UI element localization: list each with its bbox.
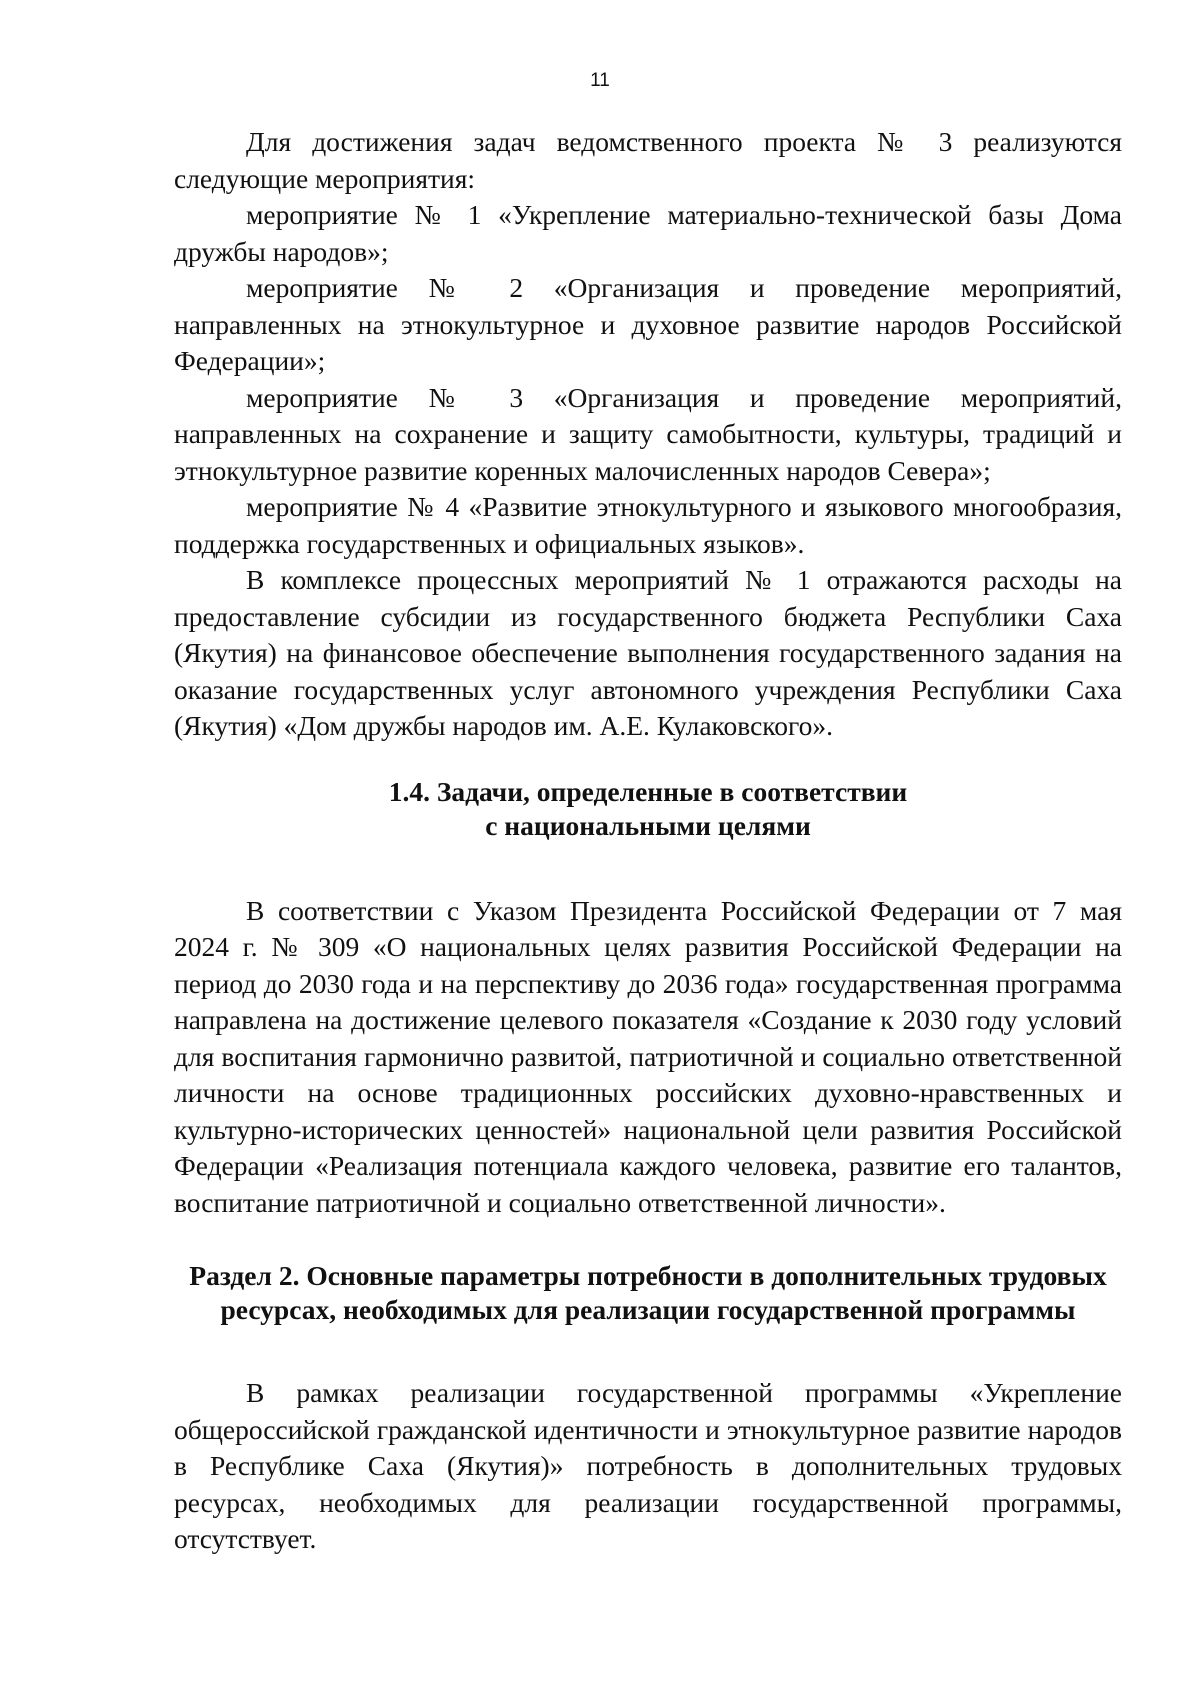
paragraph-activity-1: мероприятие № 1 «Укрепление материально-технической базы Дома дружбы народов»; (174, 199, 1122, 267)
heading-section-1-4-line-1: 1.4. Задачи, определенные в соответствии (388, 775, 908, 807)
heading-section-2-line-2: ресурсах, необходимых для реализации государственной программы (220, 1294, 1076, 1325)
paragraph-process-activities: В комплексе процессных мероприятий № 1 отражаются расходы на предоставление субсидии из государственного бюджета Республики Саха (Якутия) на финансовое обеспечение выполнения государственного задания на оказание государственных услуг автономного учреждения Республики Саха (Якутия) «Дом дружбы народов им. А.Е. Кулаковского». (174, 564, 1122, 741)
paragraph-activity-3: мероприятие № 3 «Организация и проведение мероприятий, направленных на сохранение и защиту самобытности, культуры, традиций и этнокультурное развитие коренных малочисленных народов Севера»; (174, 381, 1122, 486)
page-number: 11 (590, 70, 610, 91)
paragraph-national-goals: В соответствии с Указом Президента Российской Федерации от 7 мая 2024 г. № 309 «О национальных целях развития Российской Федерации на период до 2030 года и на перспективу до 2036 года» государственная программа направлена на достижение целевого показателя «Создание к 2030 году условий для воспитания гармонично развитой, патриотичной и социально ответственной личности на основе традиционных российских духовно-нравственных и культурно-исторических ценностей» национальной цели развития Российской Федерации «Реализация потенциала каждого человека, развитие его талантов, воспитание патриотичной и социально ответственной личности». (174, 894, 1122, 1218)
paragraph-labor-resources: В рамках реализации государственной программы «Укрепление общероссийской гражданской идентичности и этнокультурное развитие народов в Республике Саха (Якутия)» потребность в дополнительных трудовых ресурсах, необходимых для реализации государственной программы, отсутствует. (174, 1377, 1122, 1554)
heading-section-2 (174, 1259, 1122, 1327)
paragraph-activities-intro: Для достижения задач ведомственного проекта № 3 реализуются следующие мероприятия: (174, 126, 1122, 194)
heading-section-2-line-1: Раздел 2. Основные параметры потребности в дополнительных трудовых (189, 1260, 1107, 1291)
paragraph-activity-2: мероприятие № 2 «Организация и проведение мероприятий, направленных на этнокультурное и духовное развитие народов Российской Федерации»; (174, 272, 1122, 376)
heading-section-1-4-line-2: с национальными целями (485, 809, 811, 841)
paragraph-activity-4: мероприятие № 4 «Развитие этнокультурного и языкового многообразия, поддержка государственных и официальных языков». (174, 491, 1122, 559)
heading-section-1-4 (174, 775, 1122, 843)
document-body (174, 124, 1122, 1558)
